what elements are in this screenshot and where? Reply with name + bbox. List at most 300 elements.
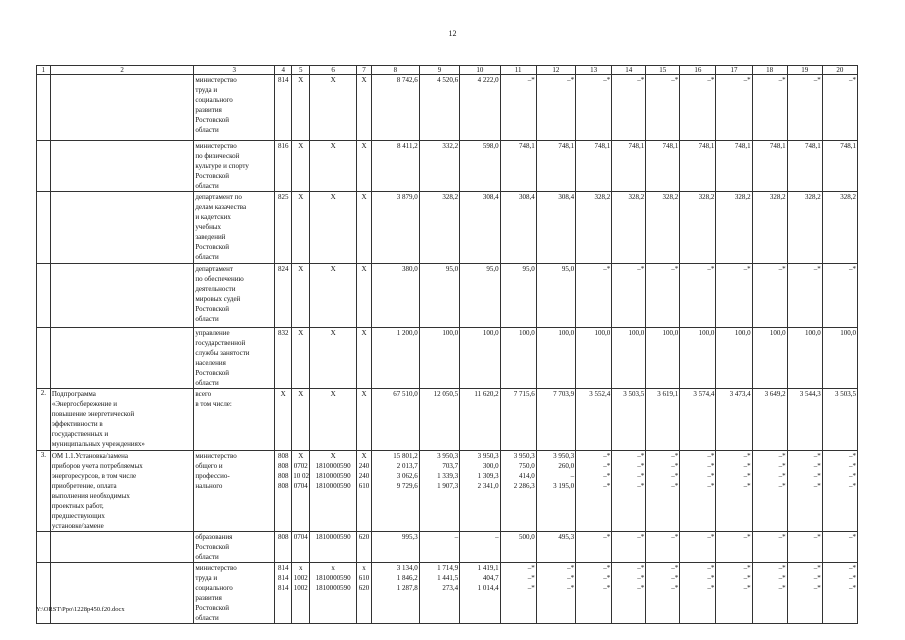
- header-col-8: 8: [371, 66, 419, 75]
- value-col-8: [371, 389, 419, 451]
- value-col-19-line: –*: [813, 472, 821, 481]
- value-col-14: [612, 75, 646, 141]
- executor-name-line: Ростовской: [195, 543, 230, 552]
- rzpr-code-line: Х: [298, 193, 304, 202]
- program-name-line: предшествующих: [51, 512, 105, 521]
- header-col-6: 6: [310, 66, 357, 75]
- value-col-8-line: 67 510,0: [393, 390, 418, 399]
- value-col-16-line: 328,2: [698, 193, 715, 202]
- value-col-18: [752, 264, 787, 328]
- row-number: [37, 75, 51, 141]
- value-col-9-line: 1 339,3: [437, 472, 459, 481]
- value-col-20-line: –*: [849, 574, 856, 583]
- rzpr-code-line: Х: [298, 452, 304, 461]
- value-col-13: [576, 563, 612, 624]
- value-col-15: [646, 563, 680, 624]
- value-col-8: [371, 75, 419, 141]
- value-col-10-line: 1 014,4: [477, 584, 499, 593]
- value-col-10: [460, 192, 500, 264]
- value-col-15-line: 748,1: [662, 142, 679, 151]
- value-col-13-line: –*: [603, 574, 611, 583]
- value-col-11: [500, 328, 536, 389]
- value-col-12-line: 3 195,0: [553, 482, 575, 491]
- header-col-4: 4: [275, 66, 292, 75]
- value-col-14-line: –*: [637, 564, 645, 573]
- csr-code-line: Х: [330, 76, 336, 85]
- value-col-17-line: 748,1: [734, 142, 751, 151]
- vr-code-line: Х: [361, 390, 367, 399]
- csr-code-line: 1810000590: [315, 462, 351, 471]
- value-col-13-line: –*: [603, 564, 611, 573]
- value-col-19-line: –*: [813, 584, 821, 593]
- value-col-20-line: –*: [849, 76, 856, 85]
- executor-name: [194, 532, 275, 563]
- value-col-17-line: 3 473,4: [729, 390, 751, 399]
- rzpr-code: [292, 451, 310, 532]
- csr-code: [310, 563, 357, 624]
- header-col-17: 17: [716, 66, 752, 75]
- value-col-13: [576, 141, 612, 192]
- value-col-12: [536, 264, 575, 328]
- vr-code: [357, 563, 372, 624]
- value-col-18-line: –*: [778, 265, 786, 274]
- value-col-13-line: –*: [603, 584, 611, 593]
- value-col-17: [716, 328, 752, 389]
- value-col-16-line: –*: [707, 564, 715, 573]
- value-col-16: [680, 75, 716, 141]
- executor-name: [194, 192, 275, 264]
- executor-name: [194, 75, 275, 141]
- header-col-12: 12: [536, 66, 575, 75]
- value-col-11-line: –*: [527, 574, 535, 583]
- rzpr-code-line: 0702: [293, 462, 308, 471]
- value-col-13: [576, 192, 612, 264]
- program-name-line: эффективности в: [51, 420, 103, 429]
- rzpr-code: [292, 141, 310, 192]
- grbs-code: [275, 563, 292, 624]
- value-col-11: [500, 532, 536, 563]
- executor-name-line: государственной: [195, 339, 246, 348]
- rzpr-code: [292, 328, 310, 389]
- executor-name-line: учебных: [195, 223, 222, 232]
- vr-code-line: Х: [361, 76, 367, 85]
- value-col-11: [500, 192, 536, 264]
- value-col-14: [612, 264, 646, 328]
- row-number: 3.: [37, 451, 51, 532]
- rzpr-code: [292, 389, 310, 451]
- grbs-code-line: 808: [277, 462, 289, 471]
- value-col-18: [752, 328, 787, 389]
- value-col-13: [576, 328, 612, 389]
- grbs-code: [275, 192, 292, 264]
- value-col-12: [536, 563, 575, 624]
- value-col-20-line: –*: [849, 472, 856, 481]
- vr-code: [357, 532, 372, 563]
- value-col-20: [822, 75, 857, 141]
- value-col-14-line: 328,2: [628, 193, 645, 202]
- table-row: [37, 532, 858, 563]
- value-col-14: [612, 451, 646, 532]
- rzpr-code-line: 1002: [293, 584, 308, 593]
- value-col-19-line: –*: [813, 462, 821, 471]
- grbs-code-line: 832: [277, 329, 289, 338]
- value-col-11: [500, 563, 536, 624]
- value-col-12-line: –*: [567, 76, 575, 85]
- value-col-15-line: 3 619,1: [657, 390, 679, 399]
- value-col-12-line: 95,0: [561, 265, 575, 274]
- header-col-20: 20: [822, 66, 857, 75]
- rzpr-code-line: Х: [298, 142, 304, 151]
- value-col-16: [680, 328, 716, 389]
- executor-name-line: в том числе:: [195, 400, 232, 409]
- value-col-16-line: –*: [707, 482, 715, 491]
- value-col-13-line: –*: [603, 76, 611, 85]
- value-col-16: [680, 563, 716, 624]
- value-col-16: [680, 192, 716, 264]
- grbs-code-line: 814: [277, 564, 289, 573]
- value-col-17-line: –*: [743, 482, 751, 491]
- value-col-9-line: 1 714,9: [437, 564, 459, 573]
- executor-name-line: развития: [195, 106, 222, 115]
- csr-code-line: 1810000590: [315, 574, 351, 583]
- csr-code: [310, 532, 357, 563]
- header-row: [37, 66, 858, 75]
- value-col-10-line: 300,0: [482, 462, 499, 471]
- value-col-9-line: 273,4: [442, 584, 459, 593]
- header-col-16: 16: [680, 66, 716, 75]
- grbs-code-line: 808: [277, 452, 289, 461]
- value-col-8: [371, 192, 419, 264]
- value-col-19-line: –*: [813, 76, 821, 85]
- value-col-19-line: –*: [813, 482, 821, 491]
- value-col-17: [716, 141, 752, 192]
- value-col-8: [371, 532, 419, 563]
- value-col-19: [787, 451, 822, 532]
- executor-name-line: населения: [195, 359, 226, 368]
- value-col-15: [646, 141, 680, 192]
- value-col-14-line: –*: [637, 533, 645, 542]
- table-row: [37, 192, 858, 264]
- value-col-8-line: 8 411,2: [397, 142, 418, 151]
- vr-code: [357, 141, 372, 192]
- value-col-20: [822, 141, 857, 192]
- value-col-19: [787, 389, 822, 451]
- csr-code-line: Х: [330, 265, 336, 274]
- executor-name-line: делам казачества: [195, 203, 247, 212]
- value-col-19: [787, 328, 822, 389]
- executor-name-line: и кадетских: [195, 213, 231, 222]
- vr-code: [357, 451, 372, 532]
- header-col-3: 3: [194, 66, 275, 75]
- value-col-9: [419, 75, 459, 141]
- value-col-19: [787, 192, 822, 264]
- value-col-17-line: 328,2: [734, 193, 751, 202]
- value-col-11: [500, 451, 536, 532]
- value-col-12: [536, 141, 575, 192]
- value-col-11-line: 3 950,3: [513, 452, 535, 461]
- table-row: [37, 389, 858, 451]
- executor-name-line: всего: [195, 390, 212, 399]
- header-col-9: 9: [419, 66, 459, 75]
- value-col-11: [500, 75, 536, 141]
- value-col-9-line: –: [454, 533, 459, 542]
- value-col-8-line: 2 013,7: [396, 462, 418, 471]
- grbs-code-line: 808: [277, 482, 289, 491]
- value-col-9: [419, 264, 459, 328]
- grbs-code-line: 814: [277, 574, 289, 583]
- value-col-17: [716, 75, 752, 141]
- value-col-19-line: –*: [813, 574, 821, 583]
- executor-name-line: Ростовской: [195, 243, 230, 252]
- value-col-20-line: –*: [849, 265, 856, 274]
- rzpr-code: [292, 532, 310, 563]
- value-col-11: [500, 141, 536, 192]
- row-number: [37, 532, 51, 563]
- program-name-line: проектных работ,: [51, 502, 104, 511]
- value-col-19-line: –*: [813, 452, 821, 461]
- value-col-19: [787, 141, 822, 192]
- value-col-12: [536, 192, 575, 264]
- executor-name-line: области: [195, 253, 219, 262]
- vr-code-line: 620: [358, 584, 370, 593]
- value-col-17-line: –*: [743, 564, 751, 573]
- rzpr-code-line: 0704: [293, 533, 308, 542]
- vr-code: [357, 264, 372, 328]
- vr-code-line: 610: [358, 482, 370, 491]
- value-col-18-line: –*: [778, 472, 786, 481]
- rzpr-code: [292, 75, 310, 141]
- value-col-10: [460, 141, 500, 192]
- row-number: [37, 563, 51, 624]
- value-col-20: [822, 389, 857, 451]
- value-col-20-line: –*: [849, 482, 856, 491]
- header-col-11: 11: [500, 66, 536, 75]
- value-col-11-line: 500,0: [518, 533, 535, 542]
- csr-code-line: Х: [330, 452, 336, 461]
- value-col-16: [680, 141, 716, 192]
- value-col-15-line: –*: [671, 564, 679, 573]
- value-col-18-line: –*: [778, 452, 786, 461]
- value-col-14-line: 3 503,5: [623, 390, 645, 399]
- value-col-10-line: 11 620,2: [474, 390, 499, 399]
- value-col-14-line: –*: [637, 472, 645, 481]
- program-name-line: энергоресурсов, в том числе: [51, 472, 137, 481]
- program-name: [50, 563, 194, 624]
- executor-name-line: по физической: [195, 152, 240, 161]
- table-row: [37, 264, 858, 328]
- value-col-10-line: 95,0: [486, 265, 499, 274]
- executor-name-line: области: [195, 126, 219, 135]
- value-col-13-line: –*: [603, 533, 611, 542]
- value-col-10: [460, 563, 500, 624]
- value-col-20-line: 328,2: [840, 193, 856, 202]
- value-col-13-line: –*: [603, 265, 611, 274]
- value-col-11-line: 748,1: [518, 142, 535, 151]
- value-col-12-line: –*: [567, 584, 575, 593]
- file-path-footer: Y:\ORST\Ppo\1228p450.f20.docx: [36, 606, 125, 613]
- value-col-10: [460, 75, 500, 141]
- csr-code-line: 1810000590: [315, 482, 351, 491]
- value-col-15: [646, 264, 680, 328]
- header-col-18: 18: [752, 66, 787, 75]
- grbs-code-line: 814: [277, 76, 289, 85]
- executor-name-line: Ростовской: [195, 116, 230, 125]
- value-col-13: [576, 532, 612, 563]
- rzpr-code: [292, 192, 310, 264]
- executor-name-line: министерство: [195, 452, 237, 461]
- value-col-16: [680, 451, 716, 532]
- rzpr-code-line: Х: [298, 265, 304, 274]
- executor-name-line: Ростовской: [195, 369, 230, 378]
- csr-code: [310, 451, 357, 532]
- vr-code-line: Х: [361, 193, 367, 202]
- value-col-8-line: 15 801,2: [393, 452, 418, 461]
- vr-code-line: 620: [358, 533, 370, 542]
- rzpr-code-line: 10 02: [293, 472, 309, 481]
- value-col-18-line: –*: [778, 584, 786, 593]
- value-col-14-line: –*: [637, 76, 645, 85]
- value-col-9: [419, 451, 459, 532]
- value-col-18-line: 328,2: [769, 193, 786, 202]
- program-name: [50, 451, 194, 532]
- value-col-13: [576, 75, 612, 141]
- value-col-10-line: 308,4: [482, 193, 499, 202]
- value-col-10: [460, 328, 500, 389]
- value-col-15: [646, 75, 680, 141]
- executor-name-line: социального: [195, 96, 233, 105]
- value-col-15-line: –*: [671, 574, 679, 583]
- value-col-14-line: –*: [637, 452, 645, 461]
- value-col-8-line: 3 062,6: [396, 472, 418, 481]
- value-col-18-line: 748,1: [769, 142, 786, 151]
- value-col-9-line: 1 907,3: [437, 482, 459, 491]
- vr-code: [357, 75, 372, 141]
- value-col-20-line: –*: [849, 564, 856, 573]
- value-col-17-line: –*: [743, 472, 751, 481]
- rzpr-code: [292, 563, 310, 624]
- value-col-20-line: –*: [849, 452, 856, 461]
- csr-code-line: х: [331, 564, 335, 573]
- executor-name: [194, 389, 275, 451]
- value-col-9: [419, 532, 459, 563]
- program-name: [50, 264, 194, 328]
- value-col-14-line: –*: [637, 265, 645, 274]
- value-col-20-line: 3 503,5: [835, 390, 856, 399]
- value-col-20-line: –*: [849, 533, 856, 542]
- value-col-17: [716, 192, 752, 264]
- value-col-12: [536, 389, 575, 451]
- value-col-10-line: 598,0: [482, 142, 499, 151]
- value-col-17-line: –*: [743, 265, 751, 274]
- row-number: [37, 264, 51, 328]
- value-col-18: [752, 451, 787, 532]
- value-col-18: [752, 532, 787, 563]
- value-col-18-line: –*: [778, 564, 786, 573]
- executor-name: [194, 451, 275, 532]
- budget-table: [36, 65, 858, 624]
- grbs-code-line: 824: [277, 265, 289, 274]
- value-col-15: [646, 389, 680, 451]
- value-col-12-line: 308,4: [558, 193, 575, 202]
- csr-code-line: Х: [330, 193, 336, 202]
- value-col-17: [716, 532, 752, 563]
- value-col-17: [716, 264, 752, 328]
- value-col-16-line: –*: [707, 533, 715, 542]
- value-col-9-line: 95,0: [445, 265, 459, 274]
- value-col-15: [646, 328, 680, 389]
- value-col-19-line: 328,2: [805, 193, 821, 202]
- value-col-9-line: 332,2: [442, 142, 459, 151]
- executor-name-line: управление: [195, 329, 230, 338]
- value-col-8: [371, 328, 419, 389]
- value-col-20-line: –*: [849, 584, 856, 593]
- value-col-12: [536, 75, 575, 141]
- executor-name-line: департамент: [195, 265, 233, 274]
- value-col-20: [822, 451, 857, 532]
- value-col-12-line: –*: [567, 564, 575, 573]
- header-col-1: 1: [37, 66, 51, 75]
- value-col-18-line: –*: [778, 76, 786, 85]
- value-col-8-line: 1 287,8: [396, 584, 418, 593]
- value-col-11-line: 95,0: [522, 265, 535, 274]
- value-col-20: [822, 264, 857, 328]
- value-col-15-line: –*: [671, 462, 679, 471]
- executor-name-line: профессио-: [195, 472, 230, 481]
- executor-name-line: области: [195, 315, 219, 324]
- value-col-18-line: –*: [778, 462, 786, 471]
- rzpr-code-line: 1002: [293, 574, 308, 583]
- value-col-13: [576, 389, 612, 451]
- value-col-9-line: 3 950,3: [437, 452, 459, 461]
- value-col-8-line: 1 200,0: [396, 329, 418, 338]
- program-name: [50, 141, 194, 192]
- row-number: [37, 192, 51, 264]
- value-col-19-line: –*: [813, 533, 821, 542]
- value-col-9: [419, 389, 459, 451]
- vr-code-line: Х: [361, 265, 367, 274]
- executor-name-line: мировых судей: [195, 295, 241, 304]
- program-name-line: установке/замене: [51, 522, 104, 531]
- executor-name: [194, 141, 275, 192]
- value-col-13-line: –*: [603, 472, 611, 481]
- value-col-15-line: –*: [671, 584, 679, 593]
- value-col-18-line: 3 649,2: [764, 390, 786, 399]
- rzpr-code-line: Х: [298, 329, 304, 338]
- value-col-8: [371, 451, 419, 532]
- grbs-code-line: 814: [277, 584, 289, 593]
- executor-name-line: деятельности: [195, 285, 236, 294]
- csr-code: [310, 264, 357, 328]
- executor-name-line: министерство: [195, 142, 237, 151]
- value-col-15: [646, 532, 680, 563]
- executor-name-line: области: [195, 553, 219, 562]
- executor-name-line: департамент по: [195, 193, 242, 202]
- executor-name-line: области: [195, 614, 219, 623]
- value-col-14: [612, 328, 646, 389]
- header-col-2: 2: [50, 66, 194, 75]
- value-col-12-line: 748,1: [558, 142, 575, 151]
- value-col-11-line: 414,0: [518, 472, 535, 481]
- vr-code: [357, 389, 372, 451]
- value-col-14-line: –*: [637, 584, 645, 593]
- value-col-15: [646, 451, 680, 532]
- value-col-10-line: 404,7: [482, 574, 499, 583]
- value-col-9-line: 4 520,6: [437, 76, 459, 85]
- executor-name-line: министерство: [195, 76, 237, 85]
- rzpr-code-line: 0704: [293, 482, 308, 491]
- grbs-code: [275, 532, 292, 563]
- value-col-10-line: 1 419,1: [477, 564, 499, 573]
